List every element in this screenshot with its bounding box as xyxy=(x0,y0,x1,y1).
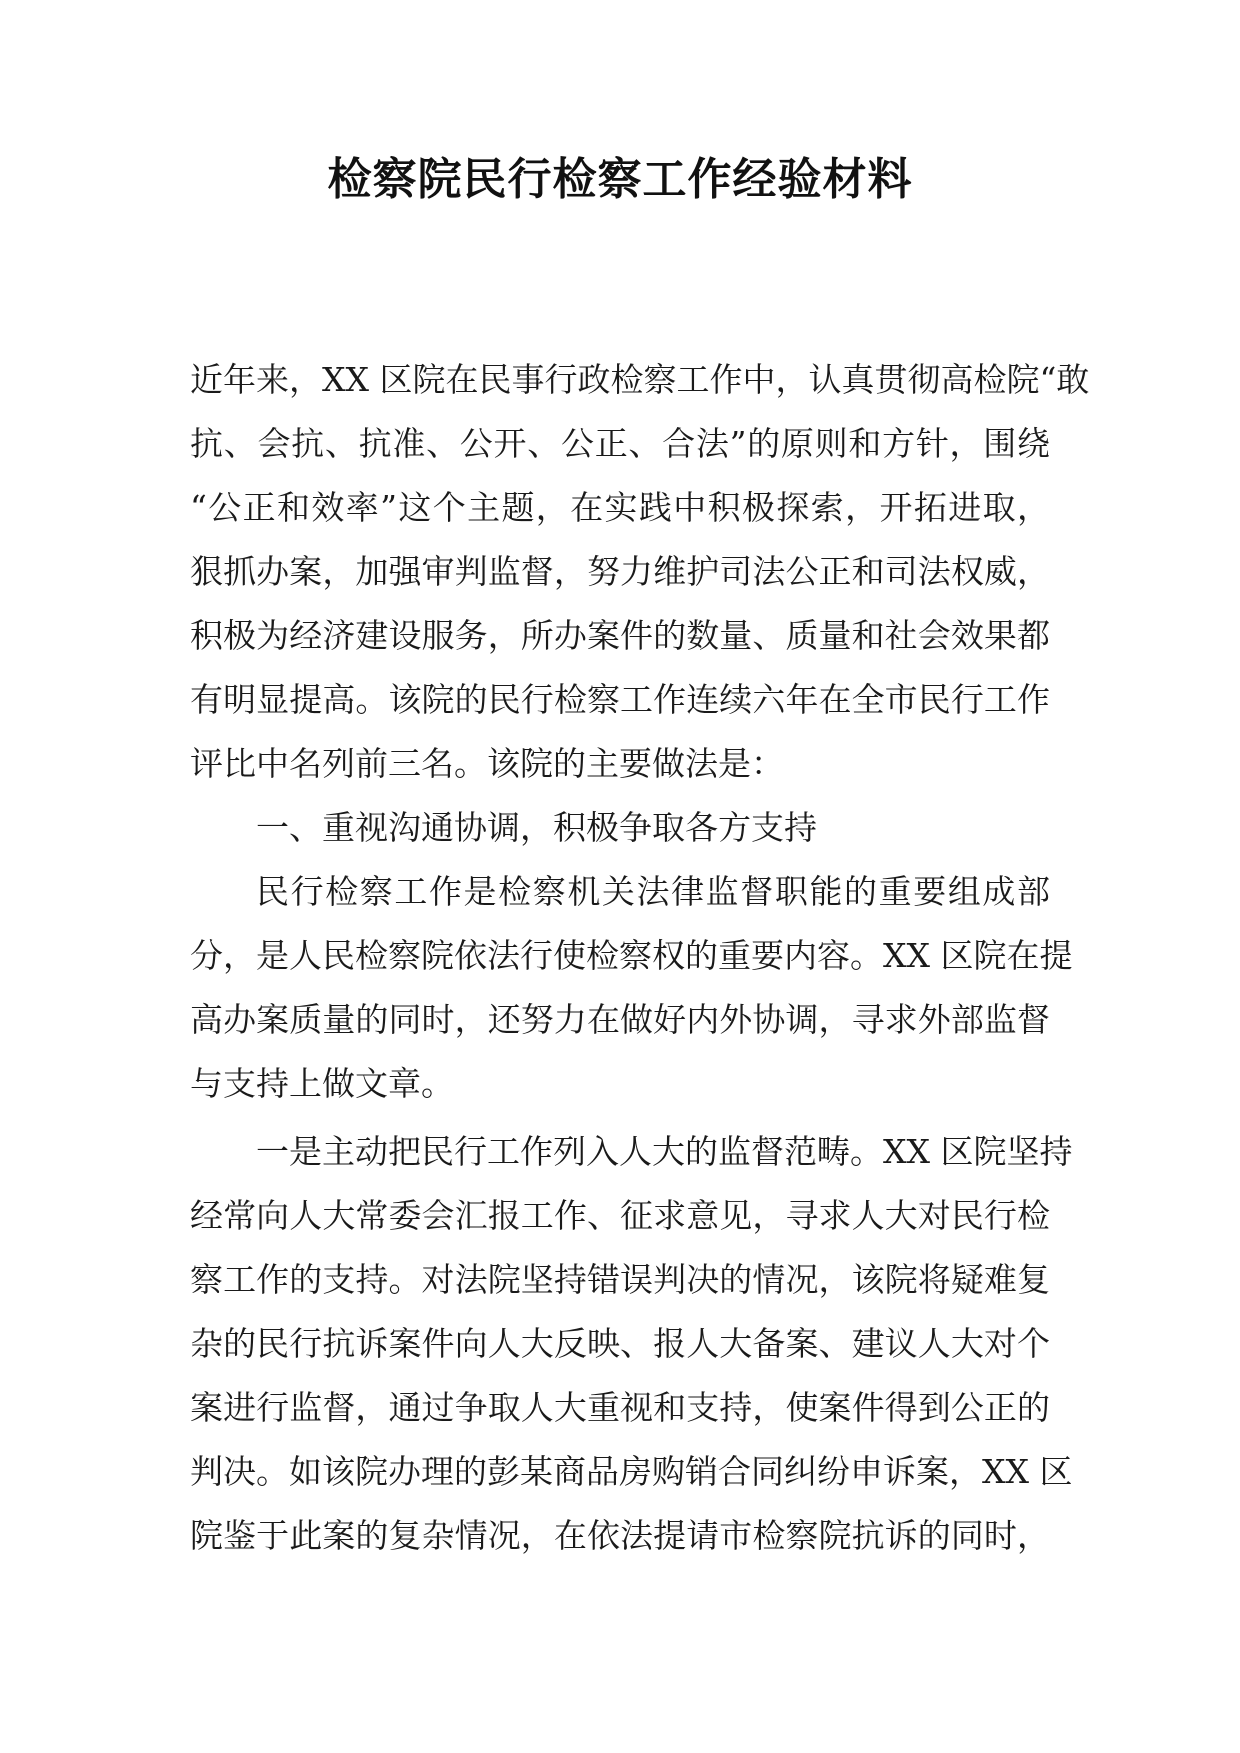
body-line: 民行检察工作是检察机关法律监督职能的重要组成部 xyxy=(256,872,1050,911)
body-line: 评比中名列前三名。该院的主要做法是： xyxy=(190,744,784,783)
body-line: 案进行监督，通过争取人大重视和支持，使案件得到公正的 xyxy=(190,1388,1050,1427)
body-line: 与支持上做文章。 xyxy=(190,1064,454,1103)
document-title: 检察院民行检察工作经验材料 xyxy=(327,154,913,205)
body-line: 分，是人民检察院依法行使检察权的重要内容。XX 区院在提 xyxy=(190,936,1073,975)
body-line: 察工作的支持。对法院坚持错误判决的情况，该院将疑难复 xyxy=(190,1260,1050,1299)
body-line: “公正和效率”这个主题，在实践中积极探索，开拓进取， xyxy=(190,488,1050,527)
body-line: 有明显提高。该院的民行检察工作连续六年在全市民行工作 xyxy=(190,680,1050,719)
body-line: 判决。如该院办理的彭某商品房购销合同纠纷申诉案，XX 区 xyxy=(190,1452,1073,1491)
document-body xyxy=(190,348,1090,1568)
body-line: 抗、会抗、抗准、公开、公正、合法”的原则和方针，围绕 xyxy=(190,424,1050,463)
body-line: 一是主动把民行工作列入人大的监督范畴。XX 区院坚持 xyxy=(256,1132,1073,1171)
body-line: 杂的民行抗诉案件向人大反映、报人大备案、建议人大对个 xyxy=(190,1324,1050,1363)
body-line: 狠抓办案，加强审判监督，努力维护司法公正和司法权威， xyxy=(190,552,1050,591)
body-line: 经常向人大常委会汇报工作、征求意见，寻求人大对民行检 xyxy=(190,1196,1050,1235)
body-line: 高办案质量的同时，还努力在做好内外协调，寻求外部监督 xyxy=(190,1000,1050,1039)
body-line: 近年来，XX 区院在民事行政检察工作中，认真贯彻高检院“敢 xyxy=(190,360,1090,399)
section-heading: 一、重视沟通协调，积极争取各方支持 xyxy=(256,808,817,847)
body-line: 积极为经济建设服务，所办案件的数量、质量和社会效果都 xyxy=(190,616,1050,655)
body-line: 院鉴于此案的复杂情况，在依法提请市检察院抗诉的同时， xyxy=(190,1516,1050,1555)
